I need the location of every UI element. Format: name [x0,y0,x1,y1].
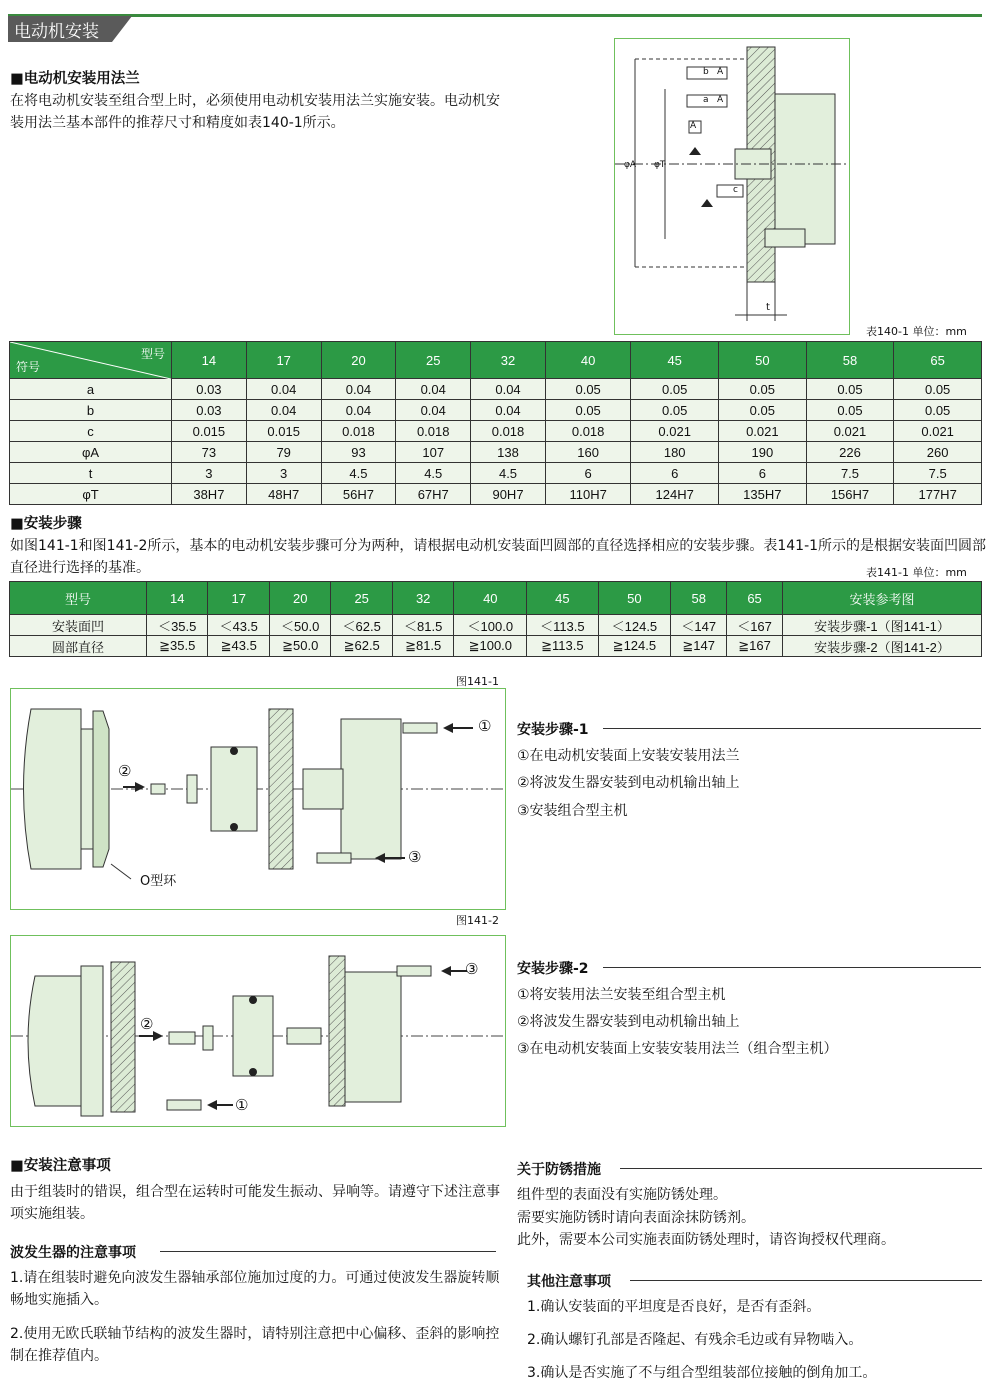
step2-item: ①将安装用法兰安装至组合型主机 [517,987,726,1003]
fig-label-b: b [703,67,709,77]
rust-line: 需要实施防锈时请向表面涂抹防锈剂。 [517,1210,755,1226]
table-row-phiA [10,442,982,463]
model-head: 14 [172,342,247,379]
step1-item: ①在电动机安装面上安装安装用法兰 [517,748,740,764]
cell: 0.018 [471,421,546,442]
cell: ≧147 [671,636,727,657]
fig-label-a: a [703,95,709,105]
oring-label: O型环 [140,874,177,889]
t2-rowlabel2: 圆部直径 [10,636,147,657]
steps-text: 如图141-1和图141-2所示，基本的电动机安装步骤可分为两种，请根据电动机安装面凹圆部的直径选择相应的安装步骤。表141-1所示的是根据安装面凹圆部直径进行选择的基准。 [10,538,987,576]
t2-model: 65 [727,582,783,615]
cell: 160 [545,442,630,463]
step2-title: 安装步骤-2 [517,961,589,977]
cell: 0.05 [719,379,807,400]
t2-model: 32 [392,582,453,615]
cell: 0.04 [396,379,471,400]
cell: 56H7 [321,484,396,505]
fig2-num2: ② [140,1015,154,1033]
row-symbol: a [10,379,172,400]
cell: 3 [172,463,247,484]
cell: 4.5 [396,463,471,484]
cell: 0.05 [631,400,719,421]
fig1-num2: ② [118,762,132,780]
cell: 0.04 [246,400,321,421]
step2-item: ③在电动机安装面上安装安装用法兰（组合型主机） [517,1041,838,1057]
cell: 0.015 [172,421,247,442]
other-title: 其他注意事项 [527,1274,611,1290]
cell: 0.021 [894,421,982,442]
table1-caption: 表140-1 单位：mm [866,325,967,338]
cell: 177H7 [894,484,982,505]
cell: 90H7 [471,484,546,505]
flange-figure [614,38,850,335]
t2-ref-head: 安装参考图 [783,582,982,615]
flange-text: 在将电动机安装至组合型上时，必须使用电动机安装用法兰实施安装。电动机安装用法兰基本部件的推荐尺寸和精度如表140-1所示。 [10,93,500,131]
cell: 0.05 [631,379,719,400]
spec-table [9,341,982,505]
t2-model: 14 [147,582,208,615]
fig2-box [10,935,506,1127]
other-item: 2.确认螺钉孔部是否隆起、有残余毛边或有异物啮入。 [527,1332,863,1348]
cell: ＜100.0 [454,615,527,636]
cell: 0.05 [545,400,630,421]
cell: ≧35.5 [147,636,208,657]
fig1-caption: 图141-1 [456,675,499,688]
fig-label-phiA: φA [624,160,637,170]
flange-drawing [615,39,849,334]
t2-model: 40 [454,582,527,615]
rust-rule [620,1168,982,1169]
step1-title: 安装步骤-1 [517,722,589,738]
cell: 7.5 [894,463,982,484]
cell: 安装步骤-2（图141-2） [783,636,982,657]
cell: 4.5 [471,463,546,484]
table1-corner [10,342,172,379]
cell: ≧50.0 [269,636,330,657]
fig1-num3: ③ [408,848,422,866]
cell: 0.05 [806,379,894,400]
cell: 180 [631,442,719,463]
cell: 0.04 [321,379,396,400]
cell: ≧124.5 [598,636,671,657]
fig1-num1: ① [478,717,492,735]
cell: 0.018 [545,421,630,442]
cell: 0.018 [321,421,396,442]
fig1-box [10,688,506,910]
cell: ≧167 [727,636,783,657]
cell: 138 [471,442,546,463]
model-head: 17 [246,342,321,379]
cell: 0.018 [396,421,471,442]
cell: 67H7 [396,484,471,505]
header-rule [8,14,982,17]
notes-text: 由于组装时的错误，组合型在运转时可能发生振动、异响等。请遵守下述注意事项实施组装。 [10,1184,500,1222]
t2-model: 20 [269,582,330,615]
fig-label-A3: A [690,121,697,131]
flange-heading: ■电动机安装用法兰 [10,71,140,87]
cell: ＜62.5 [331,615,392,636]
cell: 107 [396,442,471,463]
cell: 135H7 [719,484,807,505]
other-item: 3.确认是否实施了不与组合型组装部位接触的倒角加工。 [527,1365,877,1381]
cell: 73 [172,442,247,463]
cell: ≧100.0 [454,636,527,657]
cell: 0.04 [246,379,321,400]
table-row-a [10,379,982,400]
cell: ≧81.5 [392,636,453,657]
model-head: 20 [321,342,396,379]
step2-rule [603,967,981,968]
fig-label-c: c [733,185,738,195]
fig-label-A2: A [717,95,724,105]
wave-item: 2.使用无欧氏联轴节结构的波发生器时，请特别注意把中心偏移、歪斜的影响控制在推荐值内。 [10,1326,500,1364]
fig2-num3: ③ [465,960,479,978]
step2-item: ②将波发生器安装到电动机输出轴上 [517,1014,740,1030]
table2-caption: 表141-1 单位：mm [866,566,967,579]
cell: ＜167 [727,615,783,636]
step1-item: ③安装组合型主机 [517,803,628,819]
t2-model: 58 [671,582,727,615]
notes-heading: ■安装注意事项 [10,1158,111,1174]
cell: 0.03 [172,400,247,421]
cell: ＜43.5 [208,615,269,636]
model-head: 32 [471,342,546,379]
cell: 156H7 [806,484,894,505]
t2-model: 17 [208,582,269,615]
cell: ＜124.5 [598,615,671,636]
t2-model: 45 [527,582,598,615]
cell: 0.021 [806,421,894,442]
t2-model: 50 [598,582,671,615]
cell: 124H7 [631,484,719,505]
row-symbol: b [10,400,172,421]
fig2-drawing [11,936,505,1126]
corner-symbol: 符号 [16,360,41,374]
cell: 260 [894,442,982,463]
cell: 48H7 [246,484,321,505]
cell: 0.015 [246,421,321,442]
fig1-drawing [11,689,505,909]
model-head: 65 [894,342,982,379]
fig-label-A1: A [717,67,724,77]
cell: 0.05 [545,379,630,400]
step1-item: ②将波发生器安装到电动机输出轴上 [517,775,740,791]
cell: 0.04 [396,400,471,421]
table-row-lt [10,615,982,636]
cell: 0.05 [894,379,982,400]
cell: ≧62.5 [331,636,392,657]
table-row-ge [10,636,982,657]
table-row-c [10,421,982,442]
cell: 3 [246,463,321,484]
cell: 6 [631,463,719,484]
cell: ≧43.5 [208,636,269,657]
table-row-b [10,400,982,421]
cell: 0.021 [719,421,807,442]
cell: 0.04 [471,379,546,400]
other-item: 1.确认安装面的平坦度是否良好，是否有歪斜。 [527,1299,821,1315]
steps-heading: ■安装步骤 [10,516,82,532]
cell: 79 [246,442,321,463]
row-symbol: φA [10,442,172,463]
model-head: 50 [719,342,807,379]
section-tab: 电动机安装 [14,22,99,42]
fig2-caption: 图141-2 [456,914,499,927]
model-head: 45 [631,342,719,379]
cell: ＜113.5 [527,615,598,636]
cell: 93 [321,442,396,463]
row-symbol: t [10,463,172,484]
fig-label-phiT: φT [654,160,666,170]
wave-title: 波发生器的注意事项 [10,1245,136,1261]
model-head: 58 [806,342,894,379]
selection-table [9,581,982,657]
cell: 38H7 [172,484,247,505]
cell: 0.04 [471,400,546,421]
t2-head: 型号 [10,582,147,615]
rust-line: 此外，需要本公司实施表面防锈处理时，请咨询授权代理商。 [517,1232,895,1248]
cell: 7.5 [806,463,894,484]
wave-rule [160,1251,496,1252]
rust-title: 关于防锈措施 [517,1162,601,1178]
model-head: 25 [396,342,471,379]
cell: ＜50.0 [269,615,330,636]
cell: 0.05 [719,400,807,421]
cell: ＜35.5 [147,615,208,636]
model-head: 40 [545,342,630,379]
cell: 0.05 [806,400,894,421]
fig-label-t: t [766,302,770,313]
cell: ＜147 [671,615,727,636]
corner-model: 型号 [140,347,165,361]
cell: 4.5 [321,463,396,484]
cell: ＜81.5 [392,615,453,636]
cell: 6 [719,463,807,484]
table-row-t [10,463,982,484]
cell: 190 [719,442,807,463]
step1-rule [603,728,981,729]
cell: ≧113.5 [527,636,598,657]
wave-item: 1.请在组装时避免向波发生器轴承部位施加过度的力。可通过使波发生器旋转顺畅地实施插入。 [10,1270,500,1308]
fig2-num1: ① [235,1096,249,1114]
cell: 6 [545,463,630,484]
cell: 0.05 [894,400,982,421]
cell: 226 [806,442,894,463]
row-symbol: c [10,421,172,442]
table-row-phiT [10,484,982,505]
rust-line: 组件型的表面没有实施防锈处理。 [517,1187,727,1203]
cell: 0.021 [631,421,719,442]
t2-rowlabel1: 安装面凹 [10,615,147,636]
cell: 0.04 [321,400,396,421]
cell: 0.03 [172,379,247,400]
cell: 110H7 [545,484,630,505]
other-rule [630,1280,982,1281]
cell: 安装步骤-1（图141-1） [783,615,982,636]
row-symbol: φT [10,484,172,505]
t2-model: 25 [331,582,392,615]
